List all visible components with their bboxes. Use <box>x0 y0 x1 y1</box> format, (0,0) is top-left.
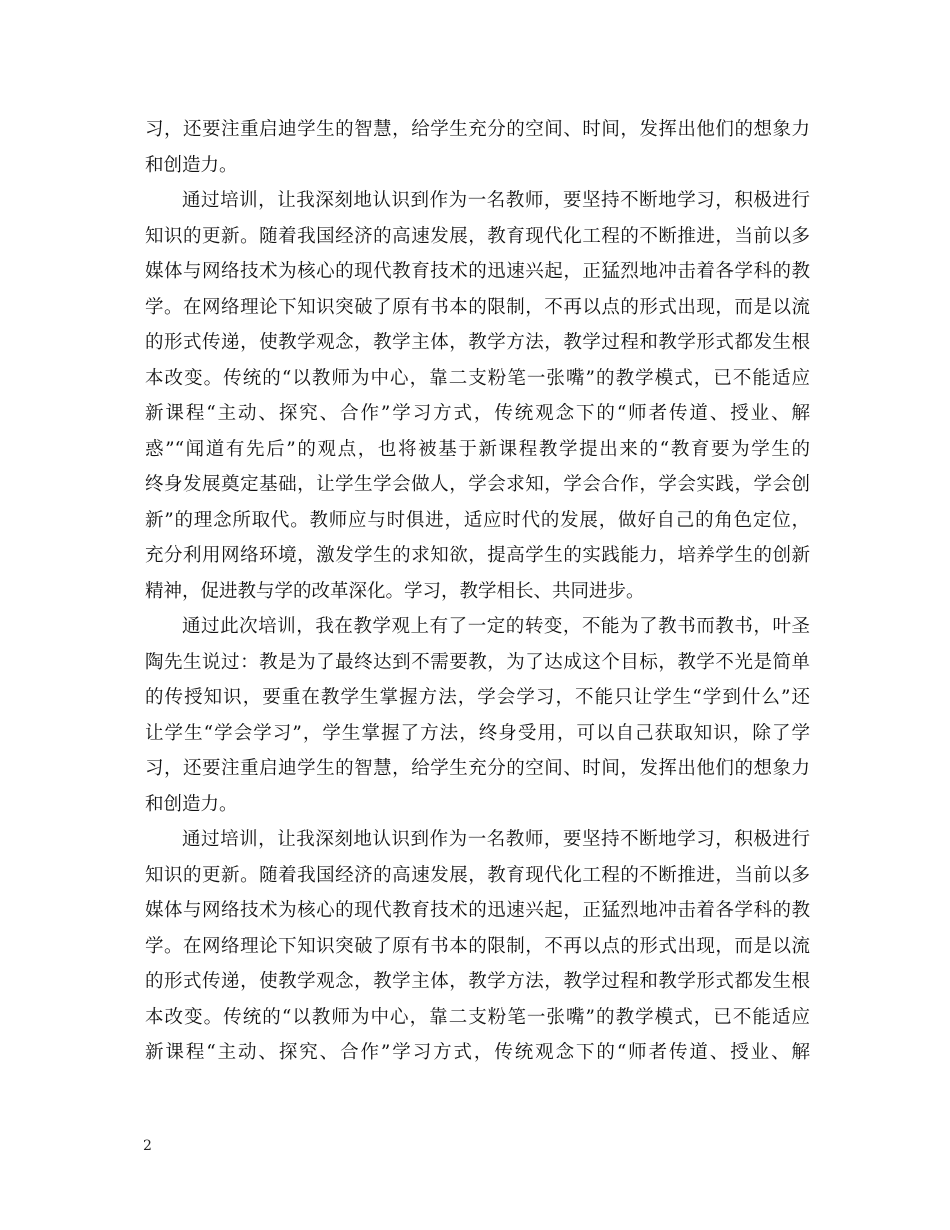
text-line: 和创造力。 <box>145 793 238 815</box>
text-line: 知识的更新。随着我国经济的高速发展，教育现代化工程的不断推进，当前以多 <box>145 225 810 247</box>
text-line: 媒体与网络技术为核心的现代教育技术的迅速兴起，正猛烈地冲击着各学科的教 <box>145 900 810 921</box>
page-number: 2 <box>143 1138 152 1154</box>
text-line: 让学生“学会学习”，学生掌握了方法，终身受用，可以自己获取知识，除了学 <box>145 722 810 744</box>
text-line: 通过培训，让我深刻地认识到作为一名教师，要坚持不断地学习，积极进行 <box>182 190 810 211</box>
text-line: 新课程“主动、探究、合作”学习方式，传统观念下的“师者传道、授业、解 <box>145 1042 810 1063</box>
text-line: 知识的更新。随着我国经济的高速发展，教育现代化工程的不断推进，当前以多 <box>145 864 810 886</box>
text-line: 陶先生说过：教是为了最终达到不需要教，为了达成这个目标，教学不光是简单 <box>145 651 810 673</box>
text-line: 充分利用网络环境，激发学生的求知欲，提高学生的实践能力，培养学生的创新 <box>145 545 810 566</box>
text-line: 精神，促进教与学的改革深化。学习，教学相长、共同进步。 <box>145 580 645 602</box>
text-line: 的传授知识，要重在教学生掌握方法，学会学习，不能只让学生“学到什么”还 <box>145 687 810 708</box>
text-line: 本改变。传统的“以教师为中心，靠二支粉笔一张嘴”的教学模式，已不能适应 <box>145 1006 810 1028</box>
text-line: 新课程“主动、探究、合作”学习方式，传统观念下的“师者传道、授业、解 <box>145 403 810 424</box>
text-line: 通过培训，让我深刻地认识到作为一名教师，要坚持不断地学习，积极进行 <box>182 829 810 850</box>
text-line: 本改变。传统的“以教师为中心，靠二支粉笔一张嘴”的教学模式，已不能适应 <box>145 367 810 389</box>
text-line: 惑”“闻道有先后”的观点，也将被基于新课程教学提出来的“教育要为学生的 <box>145 438 810 460</box>
text-line: 习，还要注重启迪学生的智慧，给学生充分的空间、时间，发挥出他们的想象力 <box>145 119 810 140</box>
text-line: 的形式传递，使教学观念，教学主体，教学方法，教学过程和教学形式都发生根 <box>145 971 810 992</box>
text-line: 通过此次培训，我在教学观上有了一定的转变，不能为了教书而教书，叶圣 <box>182 616 810 637</box>
text-line: 学。在网络理论下知识突破了原有书本的限制，不再以点的形式出现，而是以流 <box>145 296 810 318</box>
text-line: 和创造力。 <box>145 154 238 176</box>
text-line: 的形式传递，使教学观念，教学主体，教学方法，教学过程和教学形式都发生根 <box>145 332 810 353</box>
text-line: 终身发展奠定基础，让学生学会做人，学会求知，学会合作，学会实践，学会创 <box>145 474 810 495</box>
body-text <box>145 112 810 1071</box>
text-line: 习，还要注重启迪学生的智慧，给学生充分的空间、时间，发挥出他们的想象力 <box>145 758 810 779</box>
text-line: 新”的理念所取代。教师应与时俱进，适应时代的发展，做好自己的角色定位， <box>145 509 810 531</box>
text-line: 媒体与网络技术为核心的现代教育技术的迅速兴起，正猛烈地冲击着各学科的教 <box>145 261 810 282</box>
text-line: 学。在网络理论下知识突破了原有书本的限制，不再以点的形式出现，而是以流 <box>145 935 810 957</box>
